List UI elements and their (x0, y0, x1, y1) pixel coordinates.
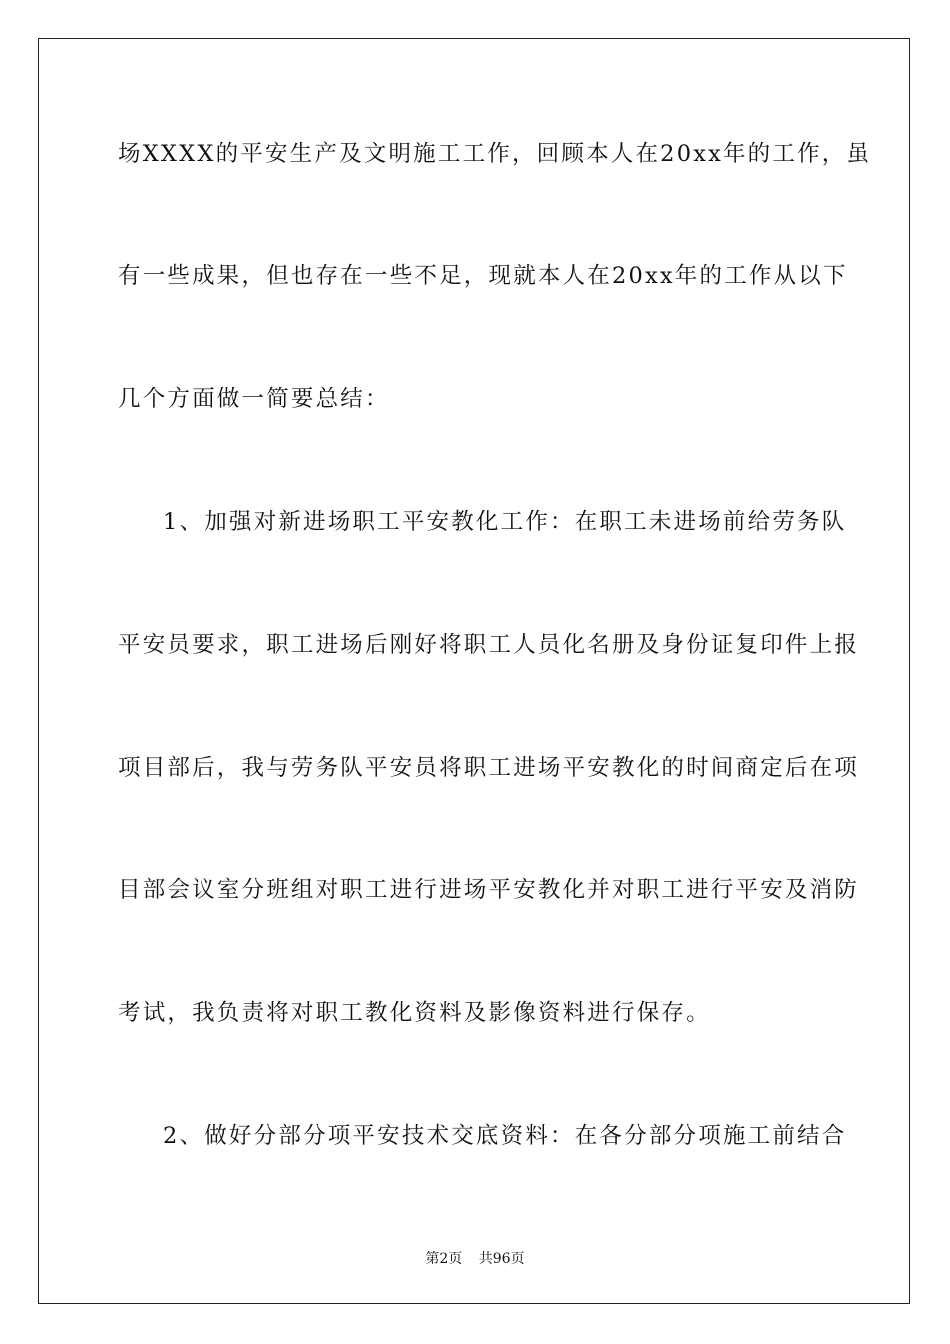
text-line: 场XXXX的平安生产及文明施工工作，回顾本人在20xx年的工作，虽 (118, 141, 872, 167)
page-number: 第2页 (425, 1251, 463, 1267)
text-line: 有一些成果，但也存在一些不足，现就本人在20xx年的工作从以下 (118, 263, 848, 289)
text-line: 考试，我负责将对职工教化资料及影像资料进行保存。 (118, 1000, 711, 1026)
text-line: 几个方面做一简要总结： (118, 386, 390, 412)
text-line: 2、做好分部分项平安技术交底资料：在各分部分项施工前结合 (163, 1123, 847, 1149)
page-border (38, 38, 910, 1304)
page-total: 共96页 (478, 1251, 525, 1267)
text-line: 1、加强对新进场职工平安教化工作：在职工未进场前给劳务队 (163, 509, 847, 535)
text-line: 平安员要求，职工进场后刚好将职工人员化名册及身份证复印件上报 (118, 632, 860, 658)
text-line: 目部会议室分班组对职工进行进场平安教化并对职工进行平安及消防 (118, 877, 860, 903)
page-footer (0, 1248, 950, 1268)
text-line: 项目部后，我与劳务队平安员将职工进场平安教化的时间商定后在项 (118, 755, 860, 781)
